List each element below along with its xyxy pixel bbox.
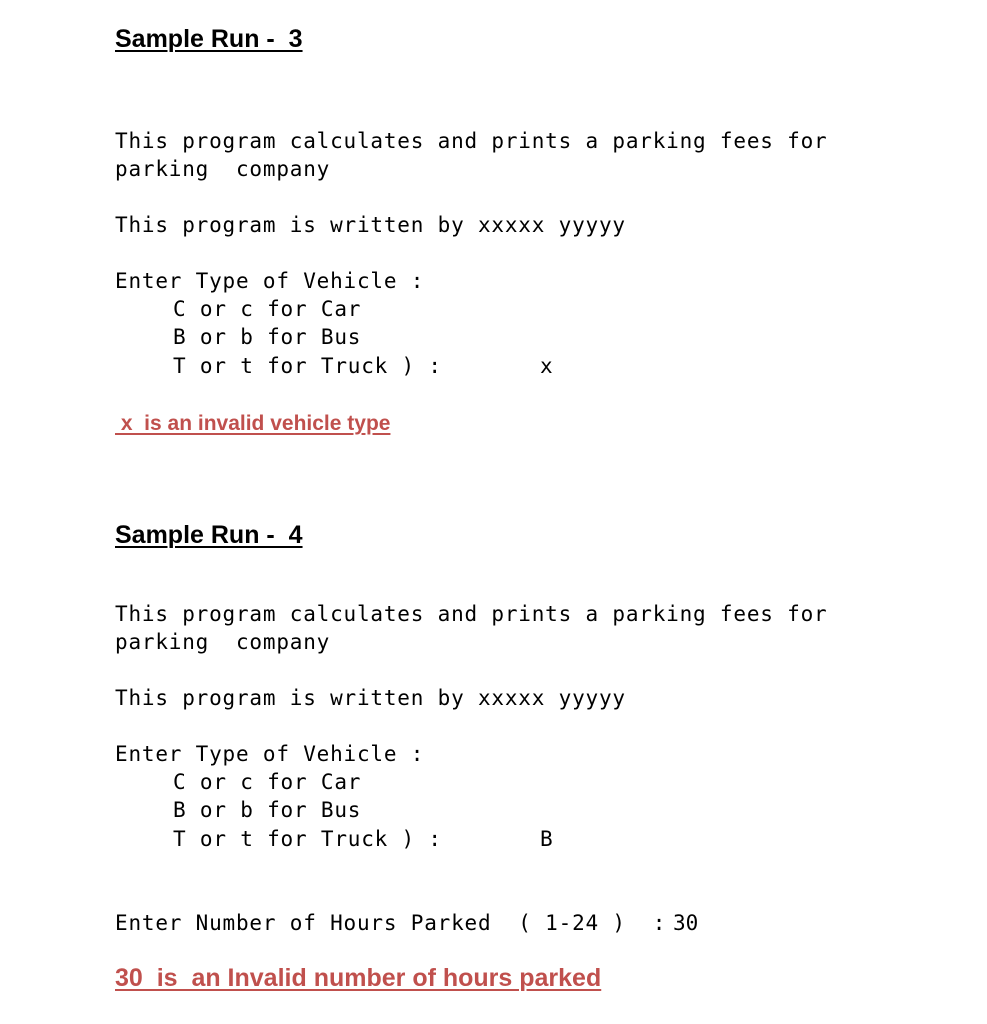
run4-vehicle-input: B: [540, 827, 553, 851]
sample-run-4-heading: Sample Run - 4: [115, 521, 303, 549]
sample-run-3-heading: Sample Run - 3: [115, 25, 303, 53]
run4-author-line: This program is written by xxxxx yyyyy: [115, 686, 626, 710]
run3-author-line: This program is written by xxxxx yyyyy: [115, 213, 626, 237]
run3-vehicle-prompt: Enter Type of Vehicle :: [115, 269, 425, 293]
run4-option-car: C or c for Car: [173, 770, 362, 794]
run4-error-message: 30 is an Invalid number of hours parked: [115, 964, 602, 992]
run4-hours-prompt: Enter Number of Hours Parked ( 1-24 ) :: [115, 911, 667, 935]
run4-option-truck: T or t for Truck ) :: [173, 827, 442, 851]
run4-intro-line-2: parking company: [115, 630, 331, 654]
run4-vehicle-prompt: Enter Type of Vehicle :: [115, 742, 425, 766]
run3-option-truck: T or t for Truck ) :: [173, 354, 442, 378]
run3-intro-line-1: This program calculates and prints a parking fees for: [115, 129, 828, 153]
run4-option-bus: B or b for Bus: [173, 798, 362, 822]
run4-intro-line-1: This program calculates and prints a parking fees for: [115, 602, 828, 626]
run3-error-message: x is an invalid vehicle type: [115, 412, 391, 435]
run3-vehicle-input: x: [540, 354, 553, 378]
run3-intro-line-2: parking company: [115, 157, 331, 181]
run3-option-car: C or c for Car: [173, 297, 362, 321]
run4-hours-input: 30: [673, 911, 699, 935]
run3-option-bus: B or b for Bus: [173, 325, 362, 349]
